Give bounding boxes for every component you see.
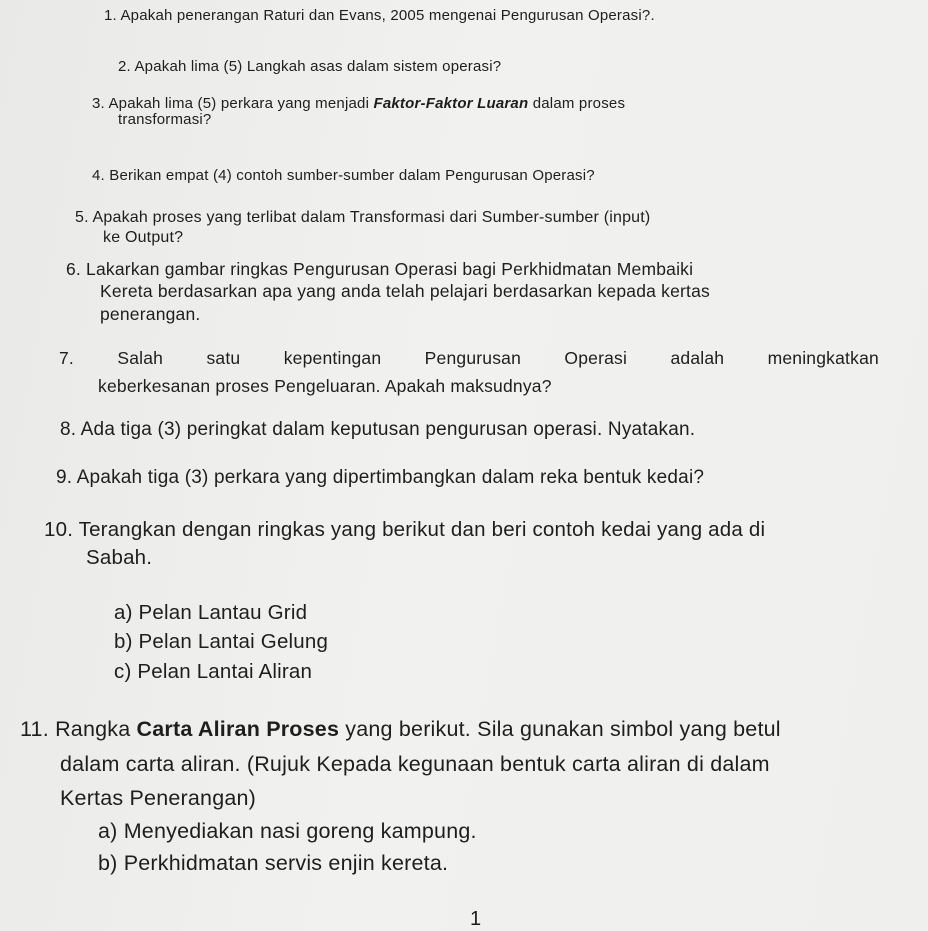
question-3-line-1: 3. Apakah lima (5) perkara yang menjadi Faktor-Faktor Luaran dalam proses <box>92 95 626 112</box>
question-11-line-3: Kertas Penerangan) <box>60 786 257 810</box>
emphasis-carta-aliran-proses: Carta Aliran Proses <box>136 717 340 741</box>
question-7-line-2: keberkesanan proses Pengeluaran. Apakah maksudnya? <box>98 376 552 396</box>
question-4: 4. Berikan empat (4) contoh sumber-sumber dalam Pengurusan Operasi? <box>92 167 595 184</box>
question-2: 2. Apakah lima (5) Langkah asas dalam sistem operasi? <box>118 58 502 75</box>
page-number: 1 <box>470 908 482 930</box>
question-5-line-2: ke Output? <box>103 229 184 246</box>
question-8: 8. Ada tiga (3) peringkat dalam keputusan pengurusan operasi. Nyatakan. <box>60 419 696 440</box>
question-9: 9. Apakah tiga (3) perkara yang dipertimbangkan dalam reka bentuk kedai? <box>56 467 705 488</box>
question-7-line-1: 7. Salah satu kepentingan Pengurusan Operasi adalah meningkatkan <box>59 348 879 368</box>
question-10-line-2: Sabah. <box>86 546 153 569</box>
question-1: 1. Apakah penerangan Raturi dan Evans, 2005 mengenai Pengurusan Operasi?. <box>104 7 655 24</box>
question-11-item-a: a) Menyediakan nasi goreng kampung. <box>98 819 477 843</box>
question-6-line-3: penerangan. <box>100 304 201 324</box>
question-3-line-2: transformasi? <box>118 111 212 128</box>
question-10-item-c: c) Pelan Lantai Aliran <box>114 660 313 683</box>
question-6-line-2: Kereta berdasarkan apa yang anda telah pelajari berdasarkan kepada kertas <box>100 281 711 301</box>
question-5-line-1: 5. Apakah proses yang terlibat dalam Transformasi dari Sumber-sumber (input) <box>75 209 651 226</box>
question-10-item-a: a) Pelan Lantau Grid <box>114 601 308 624</box>
question-10-item-b: b) Pelan Lantai Gelung <box>114 630 329 653</box>
question-11-item-b: b) Perkhidmatan servis enjin kereta. <box>98 851 449 875</box>
emphasis-faktor-luaran: Faktor-Faktor Luaran <box>373 95 529 112</box>
question-6-line-1: 6. Lakarkan gambar ringkas Pengurusan Operasi bagi Perkhidmatan Membaiki <box>66 259 694 279</box>
question-11-line-1: 11. Rangka Carta Aliran Proses yang berikut. Sila gunakan simbol yang betul <box>20 717 781 741</box>
question-10-line-1: 10. Terangkan dengan ringkas yang berikut dan beri contoh kedai yang ada di <box>44 518 766 541</box>
question-11-line-2: dalam carta aliran. (Rujuk Kepada kegunaan bentuk carta aliran di dalam <box>60 752 770 776</box>
